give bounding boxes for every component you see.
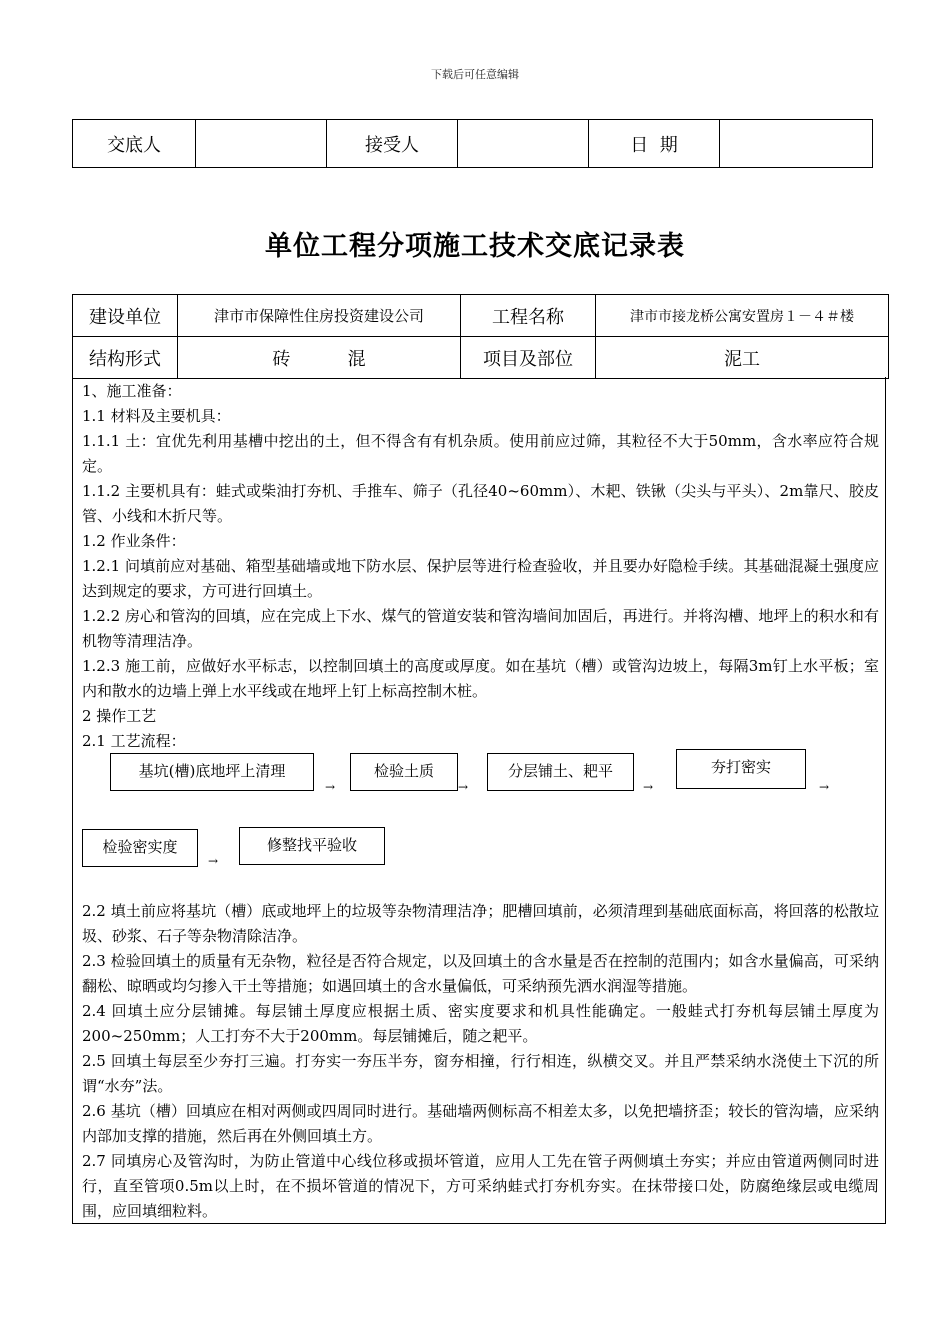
arrow-icon: → xyxy=(819,780,830,794)
content-paragraph: 1.2.1 问填前应对基础、箱型基础墙或地下防水层、保护层等进行检查验收，并且要办好隐检手续。其基础混凝土强度应达到规定的要求，方可进行回填土。 xyxy=(82,557,879,600)
flow-step: 修整找平验收 xyxy=(239,827,385,865)
flow-step: 基坑(槽)底地坪上清理 xyxy=(110,753,314,791)
content-paragraph: 1.1 材料及主要机具： xyxy=(82,407,231,425)
date-label: 日 期 xyxy=(589,120,720,168)
content-bottom xyxy=(82,899,879,1224)
content-paragraph: 2.7 同填房心及管沟时，为防止管道中心线位移或损坏管道，应用人工先在管子两侧填土夯实；并应由管道两侧同时进行，直至管项0.5m以上时，在不损坏管道的情况下，方可采纳蛙式打夯机夯实。在抹带接口处，防腐绝缘层或电缆周围，应回填细粒料。 xyxy=(82,1152,879,1220)
disclosure-label: 交底人 xyxy=(73,120,196,168)
flow-step: 分层铺土、耙平 xyxy=(487,753,634,791)
flow-step: 夯打密实 xyxy=(676,749,806,789)
content-paragraph: 1.1.1 土：宜优先利用基槽中挖出的土，但不得含有有机杂质。使用前应过筛，其粒径不大于50mm，含水率应符合规定。 xyxy=(82,432,879,475)
content-paragraph: 2.2 填土前应将基坑（槽）底或地坪上的垃圾等杂物清理洁净；肥槽回填前，必须清理到基础底面标高，将回落的松散垃圾、砂浆、石子等杂物清除洁净。 xyxy=(82,902,879,945)
structure-value: 砖 混 xyxy=(178,337,461,379)
content-paragraph: 1.2 作业条件： xyxy=(82,532,186,550)
info-table xyxy=(72,294,889,379)
content-paragraph: 2.6 基坑（槽）回填应在相对两侧或四周同时进行。基础墙两侧标高不相差太多，以免把墙挤歪；较长的管沟墙，应采纳内部加支撑的措施，然后再在外侧回填土方。 xyxy=(82,1102,879,1145)
content-paragraph: 1、施工准备： xyxy=(82,382,182,400)
content-paragraph: 2.3 检验回填土的质量有无杂物，粒径是否符合规定，以及回填土的含水量是否在控制的范围内；如含水量偏高，可采纳翻松、晾晒或均匀掺入干土等措施；如遇回填土的含水量偏低，可采纳预先洒水润湿等措施。 xyxy=(82,952,879,995)
page-title: 单位工程分项施工技术交底记录表 xyxy=(265,231,685,262)
arrow-icon: → xyxy=(208,854,219,868)
date-value xyxy=(720,120,873,168)
content-box xyxy=(72,377,886,1224)
process-flow xyxy=(73,753,885,868)
header-note: 下载后可任意编辑 xyxy=(431,68,519,81)
arrow-icon: → xyxy=(458,780,469,794)
content-paragraph: 2.5 回填土每层至少夯打三遍。打夯实一夯压半夯，窗夯相撞，行行相连，纵横交叉。并且严禁采纳水浇使土下沉的所谓“水夯”法。 xyxy=(82,1052,879,1095)
content-paragraph: 1.1.2 主要机具有：蛙式或柴油打夯机、手推车、筛子（孔径40~60mm）、木耙、铁锹（尖头与平头）、2m靠尺、胶皮管、小线和木折尺等。 xyxy=(82,482,879,525)
arrow-icon: → xyxy=(643,780,654,794)
content-paragraph: 2 操作工艺 xyxy=(82,707,157,725)
flow-step: 检验密实度 xyxy=(82,829,198,867)
receiver-label: 接受人 xyxy=(327,120,458,168)
item-label: 项目及部位 xyxy=(461,337,596,379)
content-paragraph: 1.2.2 房心和管沟的回填，应在完成上下水、煤气的管道安装和管沟墙间加固后，再进行。并将沟槽、地坪上的积水和有机物等清理洁净。 xyxy=(82,607,879,650)
project-value: 津市市接龙桥公寓安置房１－４＃楼 xyxy=(596,295,889,337)
builder-value: 津市市保障性住房投资建设公司 xyxy=(178,295,461,337)
structure-label: 结构形式 xyxy=(73,337,178,379)
project-label: 工程名称 xyxy=(461,295,596,337)
disclosure-value xyxy=(196,120,327,168)
content-paragraph: 2.4 回填土应分层铺摊。每层铺土厚度应根据土质、密实度要求和机具性能确定。一般蛙式打夯机每层铺土厚度为200~250mm；人工打夯不大于200mm。每层铺摊后，随之耙平。 xyxy=(82,1002,879,1045)
arrow-icon: → xyxy=(325,780,336,794)
receiver-value xyxy=(458,120,589,168)
builder-label: 建设单位 xyxy=(73,295,178,337)
signature-table xyxy=(72,119,873,168)
flow-step: 检验土质 xyxy=(350,753,458,791)
item-value: 泥工 xyxy=(596,337,889,379)
content-top xyxy=(82,379,879,754)
content-paragraph: 1.2.3 施工前，应做好水平标志，以控制回填土的高度或厚度。如在基坑（槽）或管沟边坡上，每隔3m钉上水平板；室内和散水的边墙上弹上水平线或在地坪上钉上标高控制木桩。 xyxy=(82,657,879,700)
content-paragraph: 2.1 工艺流程： xyxy=(82,732,186,750)
